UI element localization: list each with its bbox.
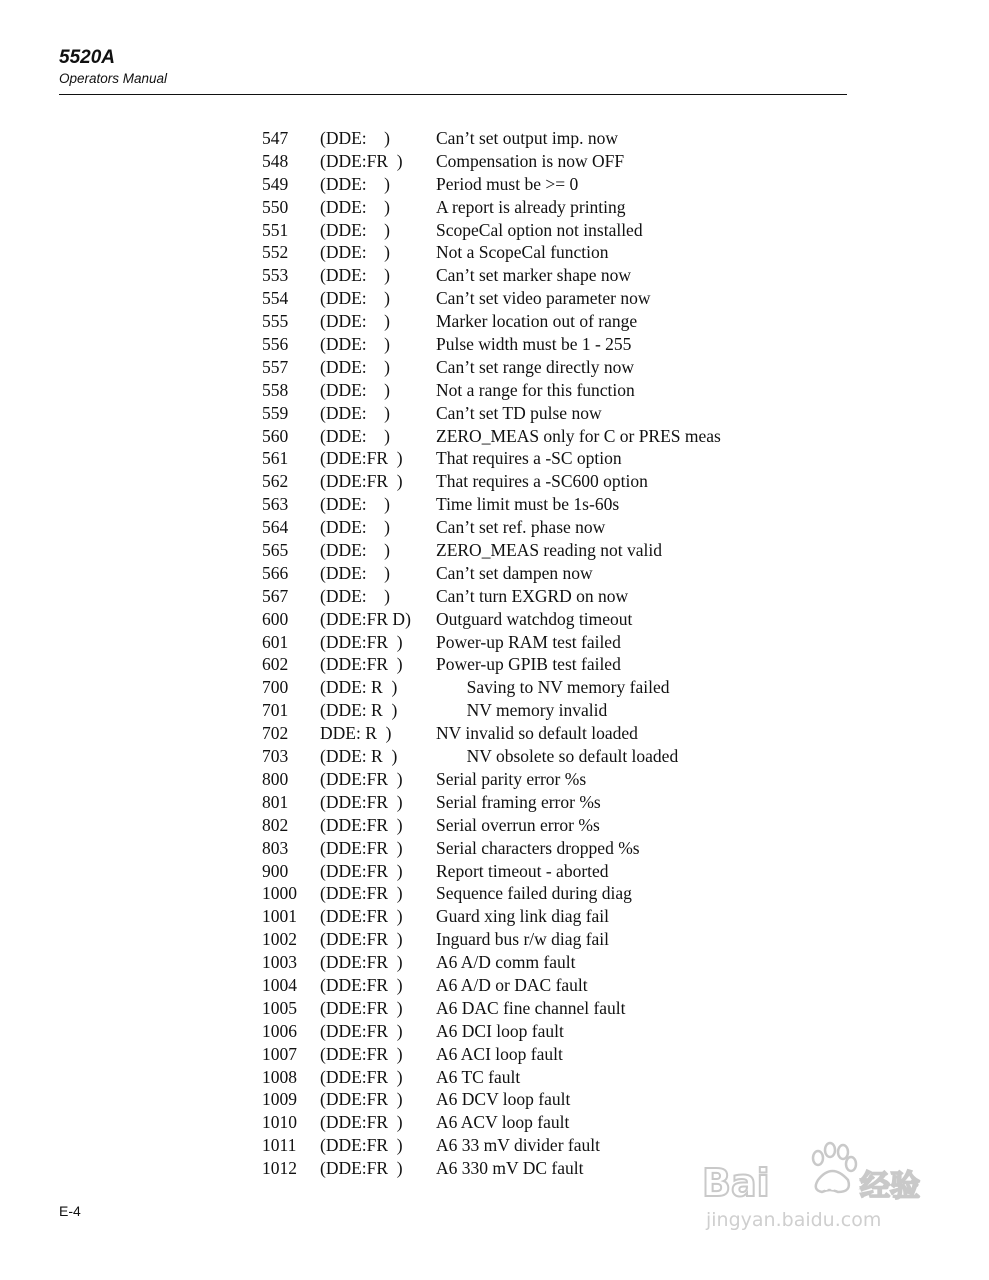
error-class: (DDE:FR ) [320,1043,403,1064]
error-class: (DDE: R ) [320,746,398,767]
baidu-watermark-logo [700,1128,940,1233]
error-class: (DDE:FR ) [320,448,403,469]
error-code: 564 [262,517,289,538]
error-message: That requires a -SC600 option [436,471,648,492]
error-code: 562 [262,471,289,492]
error-class: (DDE: ) [320,265,390,286]
error-message: A report is already printing [436,196,626,217]
manual-model-title: 5520A [59,47,115,68]
error-code: 1009 [262,1089,297,1110]
error-message: Compensation is now OFF [436,150,625,171]
error-message: Pulse width must be 1 - 255 [436,334,632,355]
error-code: 700 [262,677,289,698]
error-class: (DDE: ) [320,219,390,240]
error-class: (DDE:FR ) [320,471,403,492]
error-code: 552 [262,242,289,263]
error-code: 567 [262,585,289,606]
error-class: (DDE:FR ) [320,860,403,881]
error-message: A6 A/D or DAC fault [436,974,588,995]
error-class: (DDE: ) [320,540,390,561]
page-number: E-4 [59,1203,81,1219]
error-code: 554 [262,288,289,309]
error-message: Inguard bus r/w diag fail [436,929,610,950]
error-message: A6 ACI loop fault [436,1043,563,1064]
error-code: 703 [262,746,289,767]
error-code: 1000 [262,883,297,904]
page-header [59,47,167,87]
error-code: 900 [262,860,289,881]
baidu-jingyan-watermark [700,1128,940,1238]
error-message: NV obsolete so default loaded [436,746,679,767]
error-code: 800 [262,768,289,789]
error-message: Serial framing error %s [436,791,601,812]
error-message: Guard xing link diag fail [436,906,610,927]
error-class: (DDE:FR ) [320,1158,403,1179]
error-class: (DDE:FR ) [320,654,403,675]
error-message: Outguard watchdog timeout [436,608,633,629]
error-message: Can’t set marker shape now [436,265,632,286]
error-class: (DDE: ) [320,311,390,332]
error-message: Power-up GPIB test failed [436,654,621,675]
svg-text:du: du [818,1176,840,1194]
error-code: 557 [262,356,289,377]
error-class: (DDE: ) [320,562,390,583]
header-divider [59,94,847,95]
error-class: (DDE:FR ) [320,791,403,812]
error-code: 602 [262,654,289,675]
error-class: (DDE: ) [320,517,390,538]
error-message: Can’t set dampen now [436,562,593,583]
error-message: NV invalid so default loaded [436,723,638,744]
error-class: (DDE:FR ) [320,883,403,904]
error-class: (DDE: ) [320,334,390,355]
error-code: 601 [262,631,289,652]
error-class: (DDE: ) [320,425,390,446]
error-message: Can’t turn EXGRD on now [436,585,629,606]
error-message: NV memory invalid [436,700,608,721]
error-class: (DDE: ) [320,494,390,515]
watermark-url: jingyan.baidu.com [706,1209,882,1231]
error-class: (DDE: ) [320,242,390,263]
error-class: (DDE: ) [320,196,390,217]
error-code: 553 [262,265,289,286]
error-message: ZERO_MEAS only for C or PRES meas [436,425,721,446]
error-message: A6 ACV loop fault [436,1112,570,1133]
error-code: 1006 [262,1020,297,1041]
error-class: (DDE: ) [320,402,390,423]
error-message: Serial characters dropped %s [436,837,640,858]
error-message: A6 A/D comm fault [436,952,576,973]
error-message: A6 DAC fine channel fault [436,997,626,1018]
error-code: 1003 [262,952,297,973]
error-code: 560 [262,425,289,446]
error-class: (DDE:FR ) [320,768,403,789]
error-code: 565 [262,540,289,561]
error-class: (DDE: ) [320,585,390,606]
error-message: Serial parity error %s [436,768,587,789]
svg-text:经验: 经验 [860,1169,920,1204]
error-message: ScopeCal option not installed [436,219,643,240]
error-message: Can’t set TD pulse now [436,402,602,423]
error-class: (DDE:FR ) [320,1020,403,1041]
error-code: 551 [262,219,289,240]
error-message: A6 TC fault [436,1066,521,1087]
error-code: 1004 [262,974,297,995]
error-code: 1001 [262,906,297,927]
error-class: (DDE:FR ) [320,150,403,171]
error-message: A6 330 mV DC fault [436,1158,584,1179]
error-code: 549 [262,173,289,194]
error-class: (DDE:FR ) [320,1066,403,1087]
error-class: (DDE: ) [320,379,390,400]
error-class: (DDE:FR ) [320,929,403,950]
error-code: 550 [262,196,289,217]
error-class: (DDE:FR D) [320,608,411,629]
error-message: Not a ScopeCal function [436,242,609,263]
error-class: (DDE: ) [320,288,390,309]
error-code: 563 [262,494,289,515]
error-message: Saving to NV memory failed [436,677,670,698]
error-class: (DDE: R ) [320,677,398,698]
error-code: 802 [262,814,289,835]
error-class: (DDE:FR ) [320,1112,403,1133]
error-message: Can’t set output imp. now [436,128,618,148]
error-message: Sequence failed during diag [436,883,632,904]
error-class: (DDE: ) [320,356,390,377]
error-class: (DDE:FR ) [320,952,403,973]
error-class: (DDE:FR ) [320,814,403,835]
error-message: A6 33 mV divider fault [436,1135,600,1156]
error-code: 1002 [262,929,297,950]
error-code: 1005 [262,997,297,1018]
error-class: (DDE:FR ) [320,1135,403,1156]
error-code: 556 [262,334,289,355]
error-message: Can’t set range directly now [436,356,634,377]
error-message: Report timeout - aborted [436,860,609,881]
error-code: 1011 [262,1135,297,1156]
error-message: Marker location out of range [436,311,638,332]
error-class: DDE: R ) [320,723,392,744]
error-code: 561 [262,448,289,469]
error-code: 558 [262,379,289,400]
error-class: (DDE:FR ) [320,1089,403,1110]
error-code: 548 [262,150,289,171]
error-code: 1012 [262,1158,297,1179]
error-class: (DDE: R ) [320,700,398,721]
error-code: 559 [262,402,289,423]
error-message: Serial overrun error %s [436,814,600,835]
error-code: 702 [262,723,289,744]
error-class: (DDE: ) [320,173,390,194]
error-code: 701 [262,700,289,721]
error-message: Period must be >= 0 [436,173,579,194]
error-class: (DDE:FR ) [320,906,403,927]
error-message: A6 DCI loop fault [436,1020,564,1041]
error-class: (DDE:FR ) [320,974,403,995]
error-code: 600 [262,608,289,629]
error-message: That requires a -SC option [436,448,622,469]
error-class: (DDE:FR ) [320,631,403,652]
error-message: ZERO_MEAS reading not valid [436,540,663,561]
error-code: 566 [262,562,289,583]
error-code: 801 [262,791,289,812]
error-message: A6 DCV loop fault [436,1089,571,1110]
error-class: (DDE:FR ) [320,997,403,1018]
manual-subtitle: Operators Manual [59,71,168,86]
error-code: 1010 [262,1112,297,1133]
error-message: Time limit must be 1s-60s [436,494,620,515]
error-code: 547 [262,128,289,148]
error-message: Power-up RAM test failed [436,631,621,652]
error-code: 1008 [262,1066,297,1087]
error-message: Can’t set video parameter now [436,288,651,309]
error-class: (DDE:FR ) [320,837,403,858]
error-code: 803 [262,837,289,858]
error-message: Not a range for this function [436,379,635,400]
error-message: Can’t set ref. phase now [436,517,606,538]
error-code: 1007 [262,1043,297,1064]
error-code: 555 [262,311,289,332]
svg-text:Bai: Bai [702,1161,770,1205]
error-class: (DDE: ) [320,128,390,148]
